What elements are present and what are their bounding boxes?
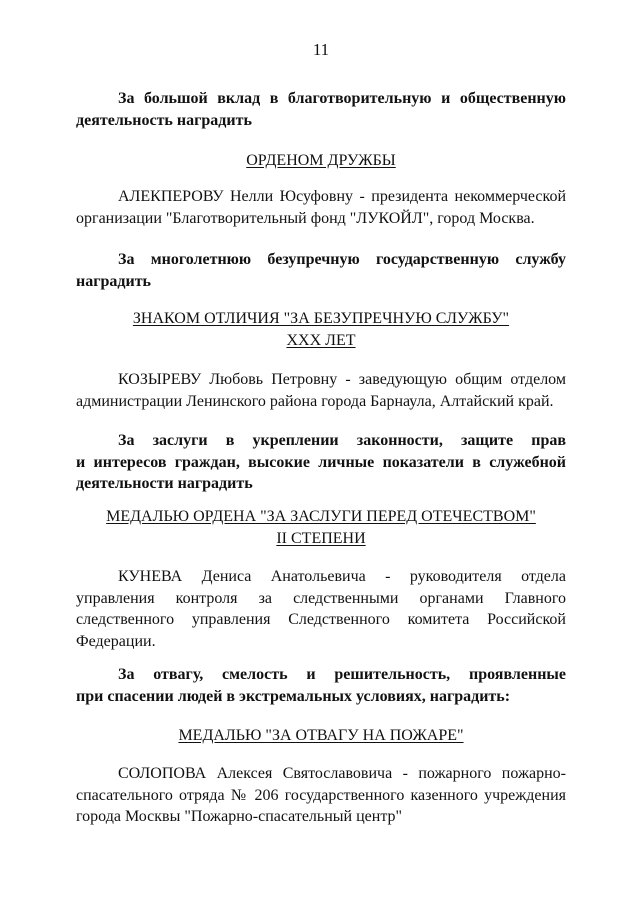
award-title: ОРДЕНОМ ДРУЖБЫ — [246, 152, 396, 169]
reason-line: и интересов граждан, высокие личные показатели в служебной — [76, 453, 566, 471]
recipient-line: следственного управления Следственного комитета Российской — [76, 611, 566, 628]
award-degree: XXX ЛЕТ — [286, 331, 356, 349]
page-number: 11 — [312, 40, 330, 59]
section-1-recipient — [76, 186, 566, 229]
recipient-line: спасательного отряда № 206 государственного казенного учреждения — [76, 786, 566, 804]
reason-line: За большой вклад в благотворительную и общественную — [118, 90, 566, 107]
reason-line: деятельность наградить — [76, 111, 252, 129]
section-2-award — [76, 308, 566, 351]
section-1-reason — [76, 88, 566, 131]
award-degree: II СТЕПЕНИ — [276, 529, 366, 547]
reason-line: За отвагу, смелость и решительность, проявленные — [118, 666, 566, 683]
reason-line: За заслуги в укреплении законности, защите прав — [118, 432, 566, 449]
recipient-line: СОЛОПОВА Алексея Святославовича - пожарного пожарно- — [118, 765, 566, 782]
recipient-line: АЛЕКПЕРОВУ Нелли Юсуфовну - президента некоммерческой — [118, 188, 566, 205]
section-3-recipient — [76, 566, 566, 652]
section-3-award — [76, 506, 566, 549]
reason-line: наградить — [76, 272, 152, 290]
section-4-award — [76, 725, 566, 747]
reason-line: деятельности наградить — [76, 475, 253, 492]
section-2-reason — [76, 249, 566, 292]
recipient-line: города Москвы "Пожарно-спасательный центр" — [76, 808, 403, 825]
award-title: МЕДАЛЬЮ "ЗА ОТВАГУ НА ПОЖАРЕ" — [178, 727, 464, 744]
recipient-line: управления контроля за следственными органами Главного — [76, 589, 566, 607]
reason-line: при спасении людей в экстремальных условиях, наградить: — [76, 687, 511, 705]
recipient-line: Федерации. — [76, 632, 156, 650]
reason-line: За многолетнюю безупречную государственную службу — [118, 251, 566, 268]
recipient-line: КУНЕВА Дениса Анатольевича - руководителя отдела — [118, 568, 566, 585]
award-title: ЗНАКОМ ОТЛИЧИЯ "ЗА БЕЗУПРЕЧНУЮ СЛУЖБУ" — [132, 310, 510, 327]
award-title: МЕДАЛЬЮ ОРДЕНА "ЗА ЗАСЛУГИ ПЕРЕД ОТЕЧЕСТВОМ" — [106, 508, 536, 525]
section-2-recipient — [76, 369, 566, 412]
section-4-reason — [76, 664, 566, 707]
section-4-recipient — [76, 763, 566, 828]
recipient-line: КОЗЫРЕВУ Любовь Петровну - заведующую общим отделом — [118, 371, 566, 388]
section-1-award — [76, 150, 566, 172]
recipient-line: организации "Благотворительный фонд "ЛУКОЙЛ", город Москва. — [76, 209, 535, 227]
document-page — [76, 0, 566, 905]
section-3-reason — [76, 430, 566, 495]
recipient-line: администрации Ленинского района города Барнаула, Алтайский край. — [76, 392, 554, 410]
